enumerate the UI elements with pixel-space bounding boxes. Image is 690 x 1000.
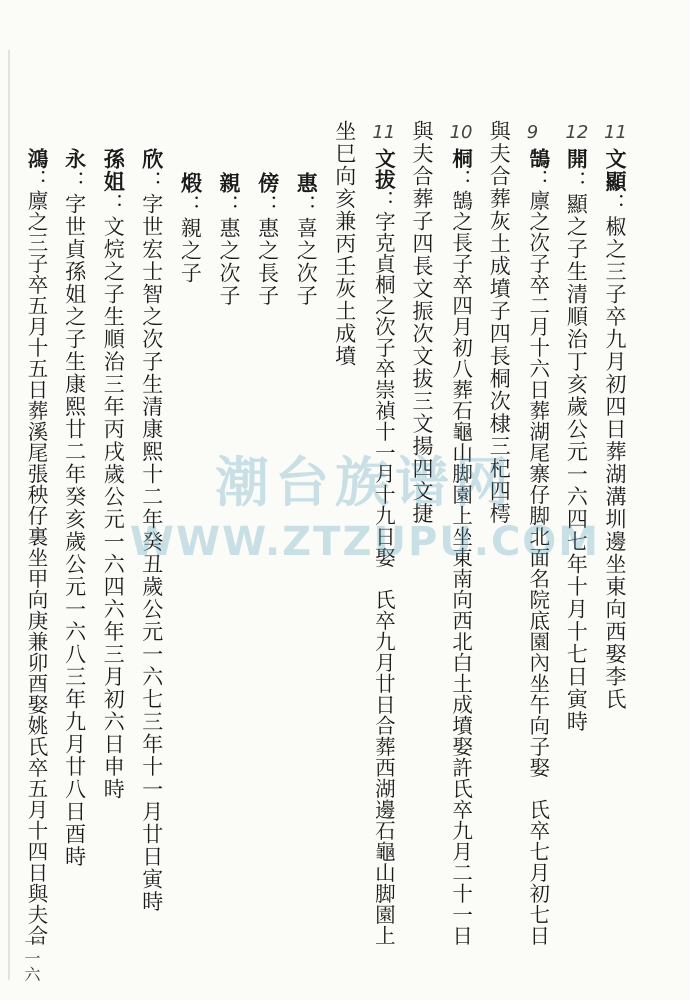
page-number: 一一六	[22, 934, 41, 982]
entry-text: ：喜之次子	[294, 194, 319, 307]
entry-gu-cont	[486, 120, 512, 525]
entry-text: ：親之子	[178, 194, 203, 285]
entry-tong	[448, 148, 474, 946]
entry-text: ：惠之長子	[255, 194, 280, 307]
entry-text: 坐巳向亥兼丙壬灰土成墳	[332, 120, 357, 368]
entry-text: ：文烷之子生順治三年丙戌歲公元一六四六年三月初六日申時	[101, 193, 126, 801]
entry-wenxian	[602, 148, 628, 711]
margin-number: 11	[372, 122, 396, 143]
entry-name: 開	[564, 148, 590, 171]
margin-number: 9	[526, 122, 539, 143]
entry-gu	[525, 148, 551, 946]
entry-text: ：惠之次子	[217, 194, 241, 307]
entry-sunzu	[100, 148, 126, 801]
entry-name: 桐	[448, 148, 473, 169]
entry-xin	[139, 148, 165, 913]
entry-text: ：廪之次子卒二月十六日葬湖尾寨仔脚北面名院底園內坐午向子娶 氏卒七月初七日	[525, 169, 550, 946]
watermark-chinese: 潮台族谱网	[215, 451, 515, 514]
entry-text: ：鵠之長子卒四月初八葬石龜山脚園上坐東南向西北白土成墳娶許氏卒九月二十一日	[448, 169, 473, 946]
entry-name: 永	[62, 148, 88, 171]
entry-name: 鴻	[24, 148, 48, 169]
entry-text: ：字克貞桐之次子卒崇禎十一月十九日娶 氏卒九月廿日合葬西湖邊石龜山脚園上	[371, 190, 396, 946]
entry-name: 文拔	[371, 148, 396, 190]
entry-kai	[563, 148, 589, 733]
entry-yong	[62, 148, 88, 868]
entry-name: 鵠	[525, 148, 550, 169]
entry-text: ：椒之三子卒九月初四日葬湖溝圳邊坐東向西娶李氏	[603, 193, 627, 711]
entry-name: 煅	[178, 172, 204, 195]
entry-text: ：廪之三子卒五月十五日葬溪尾張秧仔裏坐甲向庚兼卯酉娶姚氏卒五月十四日與夫合	[24, 169, 48, 946]
entry-name: 親	[217, 172, 242, 195]
entry-qin	[216, 172, 242, 307]
entry-hui	[293, 172, 319, 307]
entry-name: 孫姐	[101, 148, 127, 193]
entry-text: 與夫合葬子四長文振次文拔三文揚四文捷	[410, 120, 434, 525]
entry-text: ：字世貞孫姐之子生康熙廿二年癸亥歲公元一六八三年九月廿八日酉時	[62, 170, 87, 868]
entry-text: ：顯之子生清順治丁亥歲公元一六四七年十月十七日寅時	[564, 170, 589, 733]
watermark-url: WWW.ZTZUPU.COM	[129, 519, 601, 565]
entry-wenba	[370, 148, 396, 946]
entry-name: 欣	[139, 148, 165, 171]
margin-number: 10	[449, 122, 473, 143]
entry-hong	[23, 148, 49, 946]
entry-text: 與夫合葬灰土成墳子四長桐次棣三杞四樗	[487, 120, 512, 525]
entry-pang	[255, 172, 281, 307]
entry-name: 惠	[294, 172, 320, 195]
entry-wenba-cont	[332, 120, 358, 368]
margin-number: 12	[565, 122, 589, 143]
page-edge	[8, 50, 10, 980]
margin-number: 11	[604, 122, 627, 143]
entry-duan	[177, 172, 203, 285]
entry-name: 文顯	[603, 148, 628, 193]
entry-name: 傍	[255, 172, 281, 195]
entry-tong-cont	[409, 120, 435, 525]
entry-text: ：字世宏士智之次子生清康熙十二年癸丑歲公元一六七三年十一月廿日寅時	[139, 170, 164, 913]
